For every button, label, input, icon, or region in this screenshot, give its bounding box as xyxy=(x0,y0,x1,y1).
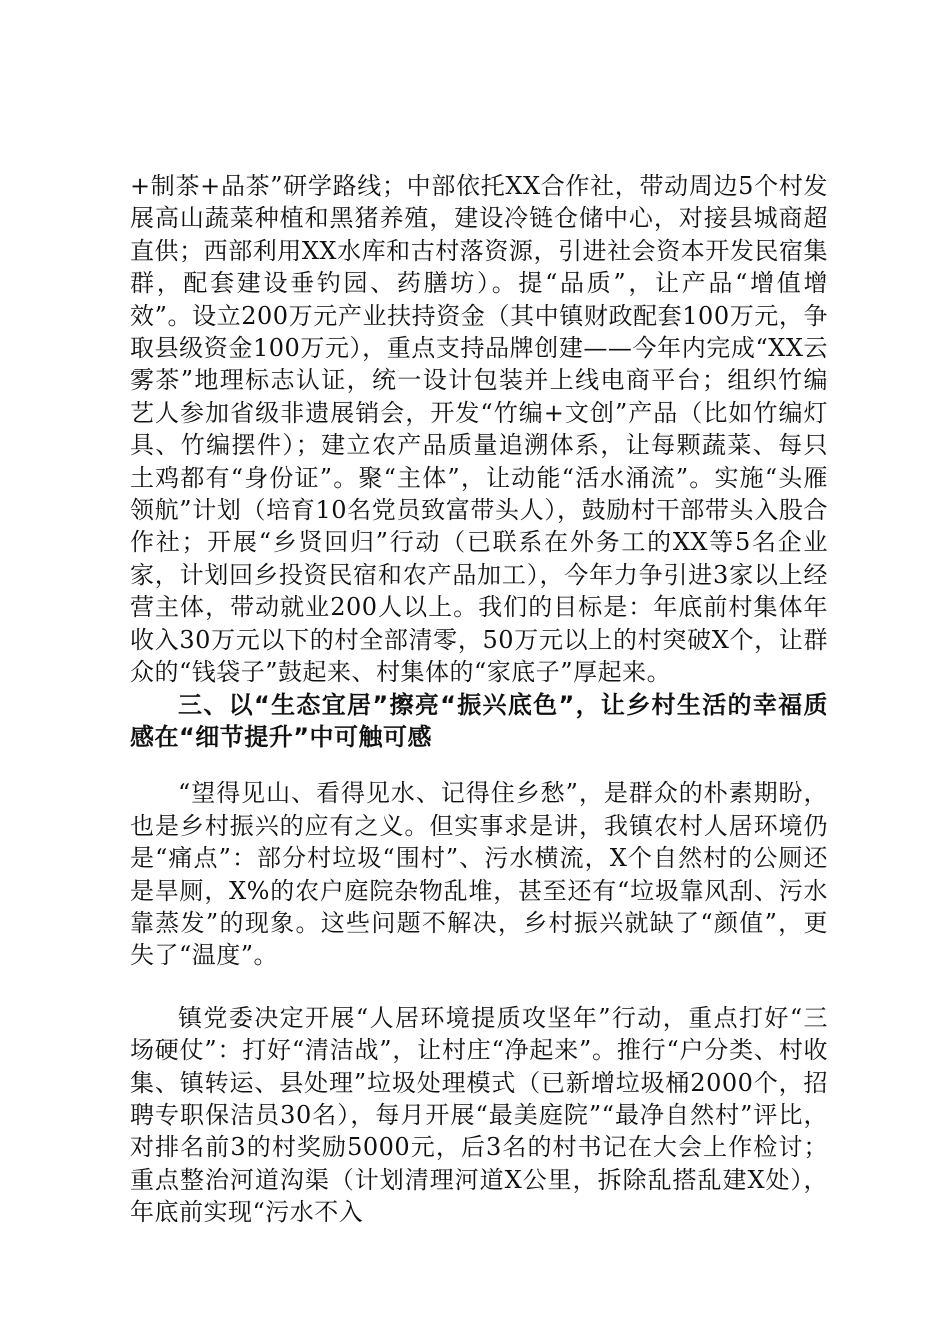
paragraph-industry-continuation: +制茶+品茶”研学路线；中部依托XX合作社，带动周边5个村发展高山蔬菜种植和黑猪养殖，建设冷链仓储中心，对接县城商超直供；西部利用XX水库和古村落资源，引进社会资本开发民宿集群，配套建设垂钓园、药膳坊）。提“品质”，让产品“增值增效”。设立200万元产业扶持资金（其中镇财政配套100万元，争取县级资金100万元），重点支持品牌创建——今年内完成“XX云雾茶”地理标志认证，统一设计包装并上线电商平台；组织竹编艺人参加省级非遗展销会，开发“竹编+文创”产品（比如竹编灯具、竹编摆件）；建立农产品质量追溯体系，让每颗蔬菜、每只土鸡都有“身份证”。聚“主体”，让动能“活水涌流”。实施“头雁领航”计划（培育10名党员致富带头人），鼓励村干部带头入股合作社；开展“乡贤回归”行动（已联系在外务工的XX等5名企业家，计划回乡投资民宿和农产品加工），今年力争引进3家以上经营主体，带动就业200人以上。我们的目标是：年底前村集体年收入30万元以下的村全部清零，50万元以上的村突破X个，让群众的“钱袋子”鼓起来、村集体的“家底子”厚起来。 xyxy=(130,172,828,687)
section-heading-ecological-livability: 三、以“生态宜居”擦亮“振兴底色”，让乡村生活的幸福质感在“细节提升”中可触可感 xyxy=(130,690,828,751)
paragraph-environment-problems: “望得见山、看得见水、记得住乡愁”，是群众的朴素期盼，也是乡村振兴的应有之义。但实事求是讲，我镇农村人居环境仍是“痛点”：部分村垃圾“围村”、污水横流，X个自然村的公厕还是旱厕，X%的农户庭院杂物乱堆，甚至还有“垃圾靠风刮、污水靠蒸发”的现象。这些问题不解决，乡村振兴就缺了“颜值”，更失了“温度”。 xyxy=(130,779,828,970)
document-body xyxy=(130,170,828,1229)
paragraph-environment-action: 镇党委决定开展“人居环境提质攻坚年”行动，重点打好“三场硬仗”：打好“清洁战”，让村庄“净起来”。推行“户分类、村收集、镇转运、县处理”垃圾处理模式（已新增垃圾桶2000个，招聘专职保洁员30名），每月开展“最美庭院”“最净自然村”评比，对排名前3的村奖励5000元，后3名的村书记在大会上作检讨；重点整治河道沟渠（计划清理河道X公里，拆除乱搭乱建X处），年底前实现“污水不入 xyxy=(130,1003,828,1227)
